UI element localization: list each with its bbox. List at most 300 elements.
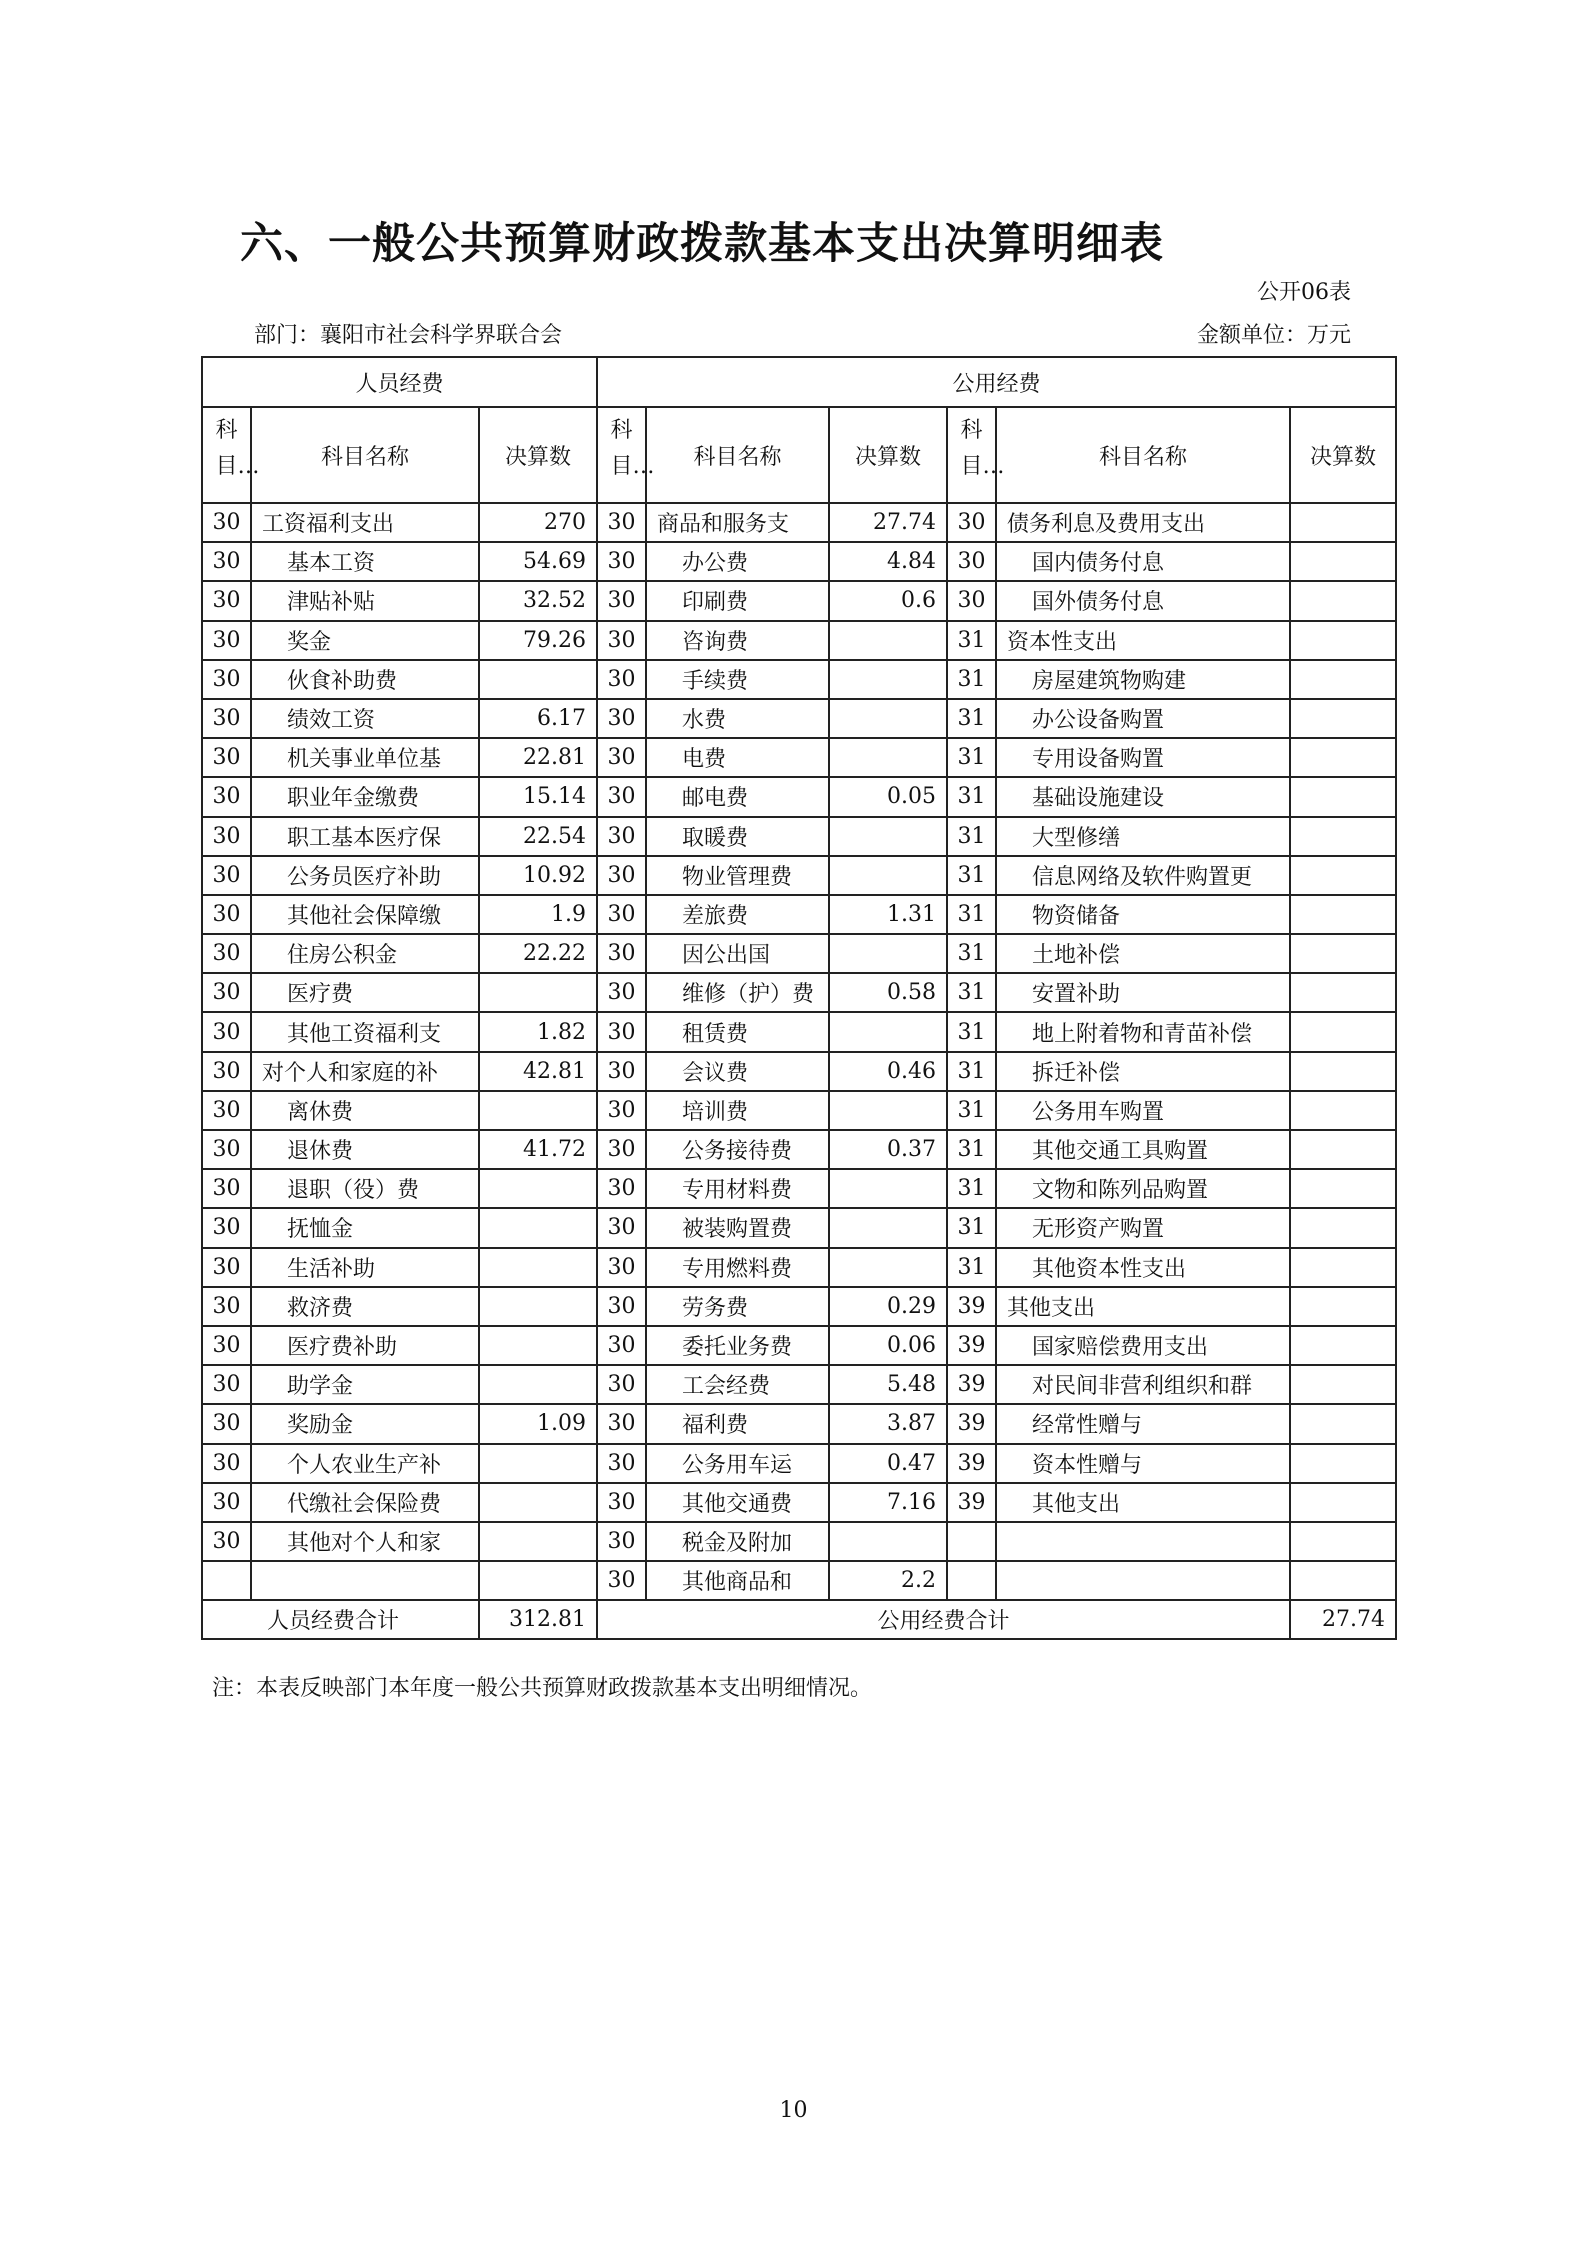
goods-code-cell: 30 [597,934,646,973]
goods-code-cell: 30 [597,856,646,895]
other-code-cell: 30 [947,581,996,620]
goods-amount-cell [829,817,947,856]
personnel-name-cell: 住房公积金 [251,934,479,973]
other-name-cell: 信息网络及软件购置更 [996,856,1290,895]
personnel-code-cell: 30 [202,934,251,973]
goods-name-cell: 福利费 [646,1404,829,1443]
other-name-cell: 资本性支出 [996,621,1290,660]
other-name-cell: 国家赔偿费用支出 [996,1326,1290,1365]
personnel-code-cell: 30 [202,1208,251,1247]
table-row [202,1012,1396,1051]
amount-column-header: 决算数 [829,407,947,503]
other-name-cell: 大型修缮 [996,817,1290,856]
goods-code-cell: 30 [597,973,646,1012]
personnel-code-cell: 30 [202,1169,251,1208]
goods-code-cell: 30 [597,1404,646,1443]
personnel-name-cell: 生活补助 [251,1248,479,1287]
other-name-cell: 基础设施建设 [996,777,1290,816]
table-row [202,777,1396,816]
code-column-header: 科目… [947,407,996,503]
other-code-cell: 39 [947,1444,996,1483]
page-number: 10 [779,2098,808,2123]
personnel-amount-cell: 10.92 [479,856,597,895]
other-amount-cell [1290,1287,1396,1326]
other-name-cell: 文物和陈列品购置 [996,1169,1290,1208]
other-code-cell [947,1561,996,1600]
other-code-cell: 31 [947,621,996,660]
personnel-code-cell: 30 [202,503,251,542]
goods-amount-cell [829,738,947,777]
other-code-cell: 31 [947,1052,996,1091]
other-name-cell: 土地补偿 [996,934,1290,973]
table-row [202,1248,1396,1287]
personnel-code-cell: 30 [202,1012,251,1051]
goods-amount-cell [829,1169,947,1208]
other-amount-cell [1290,1561,1396,1600]
other-name-cell: 国内债务付息 [996,542,1290,581]
other-amount-cell [1290,1091,1396,1130]
personnel-amount-cell [479,1561,597,1600]
other-amount-cell [1290,817,1396,856]
other-code-cell [947,1522,996,1561]
personnel-code-cell: 30 [202,1052,251,1091]
personnel-amount-cell [479,1248,597,1287]
column-header-row [202,407,1396,503]
personnel-code-cell: 30 [202,581,251,620]
table-row [202,1208,1396,1247]
other-amount-cell [1290,777,1396,816]
personnel-name-cell: 职业年金缴费 [251,777,479,816]
goods-amount-cell: 0.37 [829,1130,947,1169]
personnel-total-label: 人员经费合计 [202,1600,479,1639]
personnel-name-cell: 公务员医疗补助 [251,856,479,895]
other-name-cell: 公务用车购置 [996,1091,1290,1130]
goods-amount-cell [829,856,947,895]
other-amount-cell [1290,1326,1396,1365]
personnel-amount-cell [479,1091,597,1130]
other-amount-cell [1290,1169,1396,1208]
other-amount-cell [1290,1012,1396,1051]
goods-code-cell: 30 [597,1561,646,1600]
goods-name-cell: 取暖费 [646,817,829,856]
personnel-amount-cell [479,1287,597,1326]
table-row [202,1091,1396,1130]
other-code-cell: 30 [947,542,996,581]
personnel-amount-cell [479,1326,597,1365]
other-name-cell: 其他交通工具购置 [996,1130,1290,1169]
goods-amount-cell: 5.48 [829,1365,947,1404]
other-amount-cell [1290,1522,1396,1561]
goods-code-cell: 30 [597,777,646,816]
goods-name-cell: 手续费 [646,660,829,699]
table-row [202,699,1396,738]
other-amount-cell [1290,1208,1396,1247]
goods-name-cell: 税金及附加 [646,1522,829,1561]
goods-code-cell: 30 [597,1483,646,1522]
goods-code-cell: 30 [597,660,646,699]
personnel-amount-cell [479,1208,597,1247]
other-name-cell: 地上附着物和青苗补偿 [996,1012,1290,1051]
goods-code-cell: 30 [597,699,646,738]
table-row [202,1365,1396,1404]
goods-code-cell: 30 [597,1444,646,1483]
goods-name-cell: 劳务费 [646,1287,829,1326]
table-row [202,1052,1396,1091]
goods-amount-cell: 7.16 [829,1483,947,1522]
goods-name-cell: 印刷费 [646,581,829,620]
public-group-header: 公用经费 [597,357,1396,407]
goods-name-cell: 专用燃料费 [646,1248,829,1287]
goods-amount-cell [829,660,947,699]
other-amount-cell [1290,503,1396,542]
total-row [202,1600,1396,1639]
goods-amount-cell [829,1248,947,1287]
other-name-cell [996,1561,1290,1600]
other-name-cell: 其他资本性支出 [996,1248,1290,1287]
other-name-cell: 房屋建筑物购建 [996,660,1290,699]
other-amount-cell [1290,1365,1396,1404]
other-code-cell: 31 [947,1169,996,1208]
table-row [202,1483,1396,1522]
personnel-name-cell: 助学金 [251,1365,479,1404]
personnel-code-cell: 30 [202,817,251,856]
personnel-name-cell: 基本工资 [251,542,479,581]
other-code-cell: 31 [947,1208,996,1247]
goods-amount-cell: 0.05 [829,777,947,816]
personnel-name-cell: 其他社会保障缴 [251,895,479,934]
goods-name-cell: 差旅费 [646,895,829,934]
goods-amount-cell: 0.6 [829,581,947,620]
other-code-cell: 31 [947,1012,996,1051]
other-code-cell: 31 [947,817,996,856]
table-row [202,1522,1396,1561]
other-amount-cell [1290,1444,1396,1483]
table-row [202,660,1396,699]
personnel-code-cell: 30 [202,1130,251,1169]
personnel-code-cell: 30 [202,1287,251,1326]
other-amount-cell [1290,581,1396,620]
personnel-code-cell: 30 [202,973,251,1012]
personnel-amount-cell: 42.81 [479,1052,597,1091]
goods-code-cell: 30 [597,1248,646,1287]
goods-name-cell: 物业管理费 [646,856,829,895]
personnel-code-cell: 30 [202,621,251,660]
amount-column-header: 决算数 [479,407,597,503]
name-column-header: 科目名称 [646,407,829,503]
goods-code-cell: 30 [597,1208,646,1247]
goods-name-cell: 邮电费 [646,777,829,816]
table-row [202,1130,1396,1169]
table-row [202,542,1396,581]
personnel-amount-cell: 22.54 [479,817,597,856]
personnel-amount-cell: 54.69 [479,542,597,581]
goods-code-cell: 30 [597,1052,646,1091]
table-row [202,973,1396,1012]
other-amount-cell [1290,895,1396,934]
goods-amount-cell [829,699,947,738]
goods-code-cell: 30 [597,817,646,856]
other-amount-cell [1290,660,1396,699]
other-code-cell: 39 [947,1326,996,1365]
table-number: 公开06表 [1257,280,1351,305]
table-row [202,621,1396,660]
goods-amount-cell [829,1091,947,1130]
other-amount-cell [1290,1052,1396,1091]
name-column-header: 科目名称 [251,407,479,503]
goods-amount-cell [829,1012,947,1051]
goods-amount-cell: 27.74 [829,503,947,542]
goods-name-cell: 会议费 [646,1052,829,1091]
personnel-name-cell: 绩效工资 [251,699,479,738]
table-row [202,856,1396,895]
other-name-cell: 安置补助 [996,973,1290,1012]
goods-name-cell: 工会经费 [646,1365,829,1404]
personnel-name-cell: 奖金 [251,621,479,660]
personnel-name-cell: 退休费 [251,1130,479,1169]
other-name-cell: 资本性赠与 [996,1444,1290,1483]
other-name-cell: 办公设备购置 [996,699,1290,738]
table-row [202,1444,1396,1483]
personnel-name-cell: 对个人和家庭的补 [251,1052,479,1091]
other-amount-cell [1290,973,1396,1012]
personnel-name-cell: 津贴补贴 [251,581,479,620]
goods-code-cell: 30 [597,621,646,660]
personnel-code-cell: 30 [202,1444,251,1483]
amount-unit-label: 金额单位：万元 [1196,323,1351,348]
personnel-code-cell: 30 [202,1248,251,1287]
other-amount-cell [1290,1130,1396,1169]
other-amount-cell [1290,738,1396,777]
personnel-amount-cell: 32.52 [479,581,597,620]
personnel-name-cell: 其他工资福利支 [251,1012,479,1051]
goods-name-cell: 其他商品和 [646,1561,829,1600]
goods-name-cell: 维修（护）费 [646,973,829,1012]
goods-amount-cell: 4.84 [829,542,947,581]
personnel-code-cell: 30 [202,1365,251,1404]
personnel-amount-cell: 270 [479,503,597,542]
other-amount-cell [1290,621,1396,660]
goods-code-cell: 30 [597,1365,646,1404]
other-code-cell: 39 [947,1287,996,1326]
personnel-code-cell: 30 [202,777,251,816]
goods-amount-cell [829,934,947,973]
personnel-amount-cell [479,1169,597,1208]
personnel-name-cell: 离休费 [251,1091,479,1130]
goods-amount-cell: 1.31 [829,895,947,934]
goods-amount-cell [829,1522,947,1561]
goods-name-cell: 咨询费 [646,621,829,660]
other-code-cell: 31 [947,973,996,1012]
table-row [202,503,1396,542]
goods-code-cell: 30 [597,895,646,934]
goods-amount-cell: 0.06 [829,1326,947,1365]
personnel-name-cell: 机关事业单位基 [251,738,479,777]
goods-name-cell: 培训费 [646,1091,829,1130]
other-code-cell: 31 [947,1091,996,1130]
goods-amount-cell [829,1208,947,1247]
code-column-header: 科目… [597,407,646,503]
expenditure-detail-table [201,356,1397,1640]
goods-amount-cell: 0.29 [829,1287,947,1326]
personnel-name-cell: 职工基本医疗保 [251,817,479,856]
personnel-name-cell: 医疗费补助 [251,1326,479,1365]
other-code-cell: 31 [947,856,996,895]
personnel-code-cell: 30 [202,1326,251,1365]
personnel-amount-cell [479,1483,597,1522]
table-row [202,895,1396,934]
table-row [202,738,1396,777]
table-row [202,1326,1396,1365]
personnel-amount-cell: 41.72 [479,1130,597,1169]
other-name-cell: 物资储备 [996,895,1290,934]
personnel-amount-cell: 15.14 [479,777,597,816]
other-code-cell: 31 [947,777,996,816]
department-label: 部门：襄阳市社会科学界联合会 [254,323,563,348]
other-amount-cell [1290,542,1396,581]
other-code-cell: 31 [947,699,996,738]
goods-name-cell: 办公费 [646,542,829,581]
goods-name-cell: 因公出国 [646,934,829,973]
personnel-name-cell: 工资福利支出 [251,503,479,542]
other-code-cell: 31 [947,1130,996,1169]
personnel-amount-cell [479,1444,597,1483]
personnel-total-value: 312.81 [479,1600,597,1639]
goods-code-cell: 30 [597,1326,646,1365]
other-name-cell: 专用设备购置 [996,738,1290,777]
goods-amount-cell: 0.47 [829,1444,947,1483]
public-total-value: 27.74 [1290,1600,1396,1639]
personnel-name-cell: 退职（役）费 [251,1169,479,1208]
goods-code-cell: 30 [597,542,646,581]
personnel-code-cell: 30 [202,895,251,934]
other-code-cell: 31 [947,1248,996,1287]
other-code-cell: 39 [947,1483,996,1522]
table-row [202,1404,1396,1443]
goods-name-cell: 被装购置费 [646,1208,829,1247]
goods-amount-cell: 0.46 [829,1052,947,1091]
other-code-cell: 39 [947,1404,996,1443]
personnel-name-cell: 代缴社会保险费 [251,1483,479,1522]
other-amount-cell [1290,856,1396,895]
goods-code-cell: 30 [597,1012,646,1051]
personnel-name-cell: 其他对个人和家 [251,1522,479,1561]
personnel-code-cell: 30 [202,738,251,777]
other-amount-cell [1290,1483,1396,1522]
goods-name-cell: 商品和服务支 [646,503,829,542]
personnel-amount-cell [479,1522,597,1561]
personnel-amount-cell [479,1365,597,1404]
other-amount-cell [1290,699,1396,738]
goods-code-cell: 30 [597,1522,646,1561]
personnel-amount-cell: 6.17 [479,699,597,738]
personnel-amount-cell [479,973,597,1012]
other-name-cell [996,1522,1290,1561]
code-column-header: 科目… [202,407,251,503]
goods-code-cell: 30 [597,1169,646,1208]
table-note: 注：本表反映部门本年度一般公共预算财政拨款基本支出明细情况。 [212,1676,873,1701]
other-amount-cell [1290,934,1396,973]
goods-code-cell: 30 [597,503,646,542]
other-name-cell: 债务利息及费用支出 [996,503,1290,542]
other-code-cell: 39 [947,1365,996,1404]
other-code-cell: 31 [947,660,996,699]
other-code-cell: 31 [947,895,996,934]
table-row [202,1287,1396,1326]
goods-name-cell: 水费 [646,699,829,738]
personnel-name-cell [251,1561,479,1600]
goods-code-cell: 30 [597,738,646,777]
other-code-cell: 31 [947,934,996,973]
personnel-code-cell: 30 [202,542,251,581]
personnel-code-cell: 30 [202,856,251,895]
goods-name-cell: 租赁费 [646,1012,829,1051]
personnel-name-cell: 奖励金 [251,1404,479,1443]
personnel-amount-cell [479,660,597,699]
goods-name-cell: 其他交通费 [646,1483,829,1522]
personnel-name-cell: 伙食补助费 [251,660,479,699]
goods-name-cell: 公务用车运 [646,1444,829,1483]
personnel-code-cell: 30 [202,1483,251,1522]
personnel-name-cell: 医疗费 [251,973,479,1012]
goods-name-cell: 专用材料费 [646,1169,829,1208]
other-amount-cell [1290,1404,1396,1443]
personnel-code-cell: 30 [202,1522,251,1561]
goods-amount-cell: 2.2 [829,1561,947,1600]
goods-amount-cell [829,621,947,660]
table-row [202,581,1396,620]
other-name-cell: 国外债务付息 [996,581,1290,620]
personnel-group-header: 人员经费 [202,357,597,407]
amount-column-header: 决算数 [1290,407,1396,503]
goods-name-cell: 电费 [646,738,829,777]
other-amount-cell [1290,1248,1396,1287]
table-row [202,817,1396,856]
personnel-amount-cell: 1.82 [479,1012,597,1051]
page-title: 六、一般公共预算财政拨款基本支出决算明细表 [240,219,1164,269]
personnel-amount-cell: 1.9 [479,895,597,934]
goods-code-cell: 30 [597,581,646,620]
name-column-header: 科目名称 [996,407,1290,503]
personnel-code-cell: 30 [202,660,251,699]
goods-name-cell: 公务接待费 [646,1130,829,1169]
personnel-code-cell: 30 [202,699,251,738]
personnel-name-cell: 抚恤金 [251,1208,479,1247]
other-code-cell: 31 [947,738,996,777]
other-name-cell: 拆迁补偿 [996,1052,1290,1091]
table-row [202,934,1396,973]
goods-code-cell: 30 [597,1130,646,1169]
table-row [202,1561,1396,1600]
personnel-name-cell: 救济费 [251,1287,479,1326]
other-code-cell: 30 [947,503,996,542]
personnel-code-cell: 30 [202,1091,251,1130]
personnel-code-cell: 30 [202,1404,251,1443]
goods-name-cell: 委托业务费 [646,1326,829,1365]
goods-amount-cell: 0.58 [829,973,947,1012]
other-name-cell: 经常性赠与 [996,1404,1290,1443]
table-row [202,1169,1396,1208]
public-total-label: 公用经费合计 [597,1600,1290,1639]
other-name-cell: 其他支出 [996,1287,1290,1326]
personnel-amount-cell: 1.09 [479,1404,597,1443]
other-name-cell: 对民间非营利组织和群 [996,1365,1290,1404]
goods-amount-cell: 3.87 [829,1404,947,1443]
other-name-cell: 无形资产购置 [996,1208,1290,1247]
personnel-amount-cell: 22.81 [479,738,597,777]
personnel-code-cell [202,1561,251,1600]
group-header-row [202,357,1396,407]
personnel-amount-cell: 22.22 [479,934,597,973]
